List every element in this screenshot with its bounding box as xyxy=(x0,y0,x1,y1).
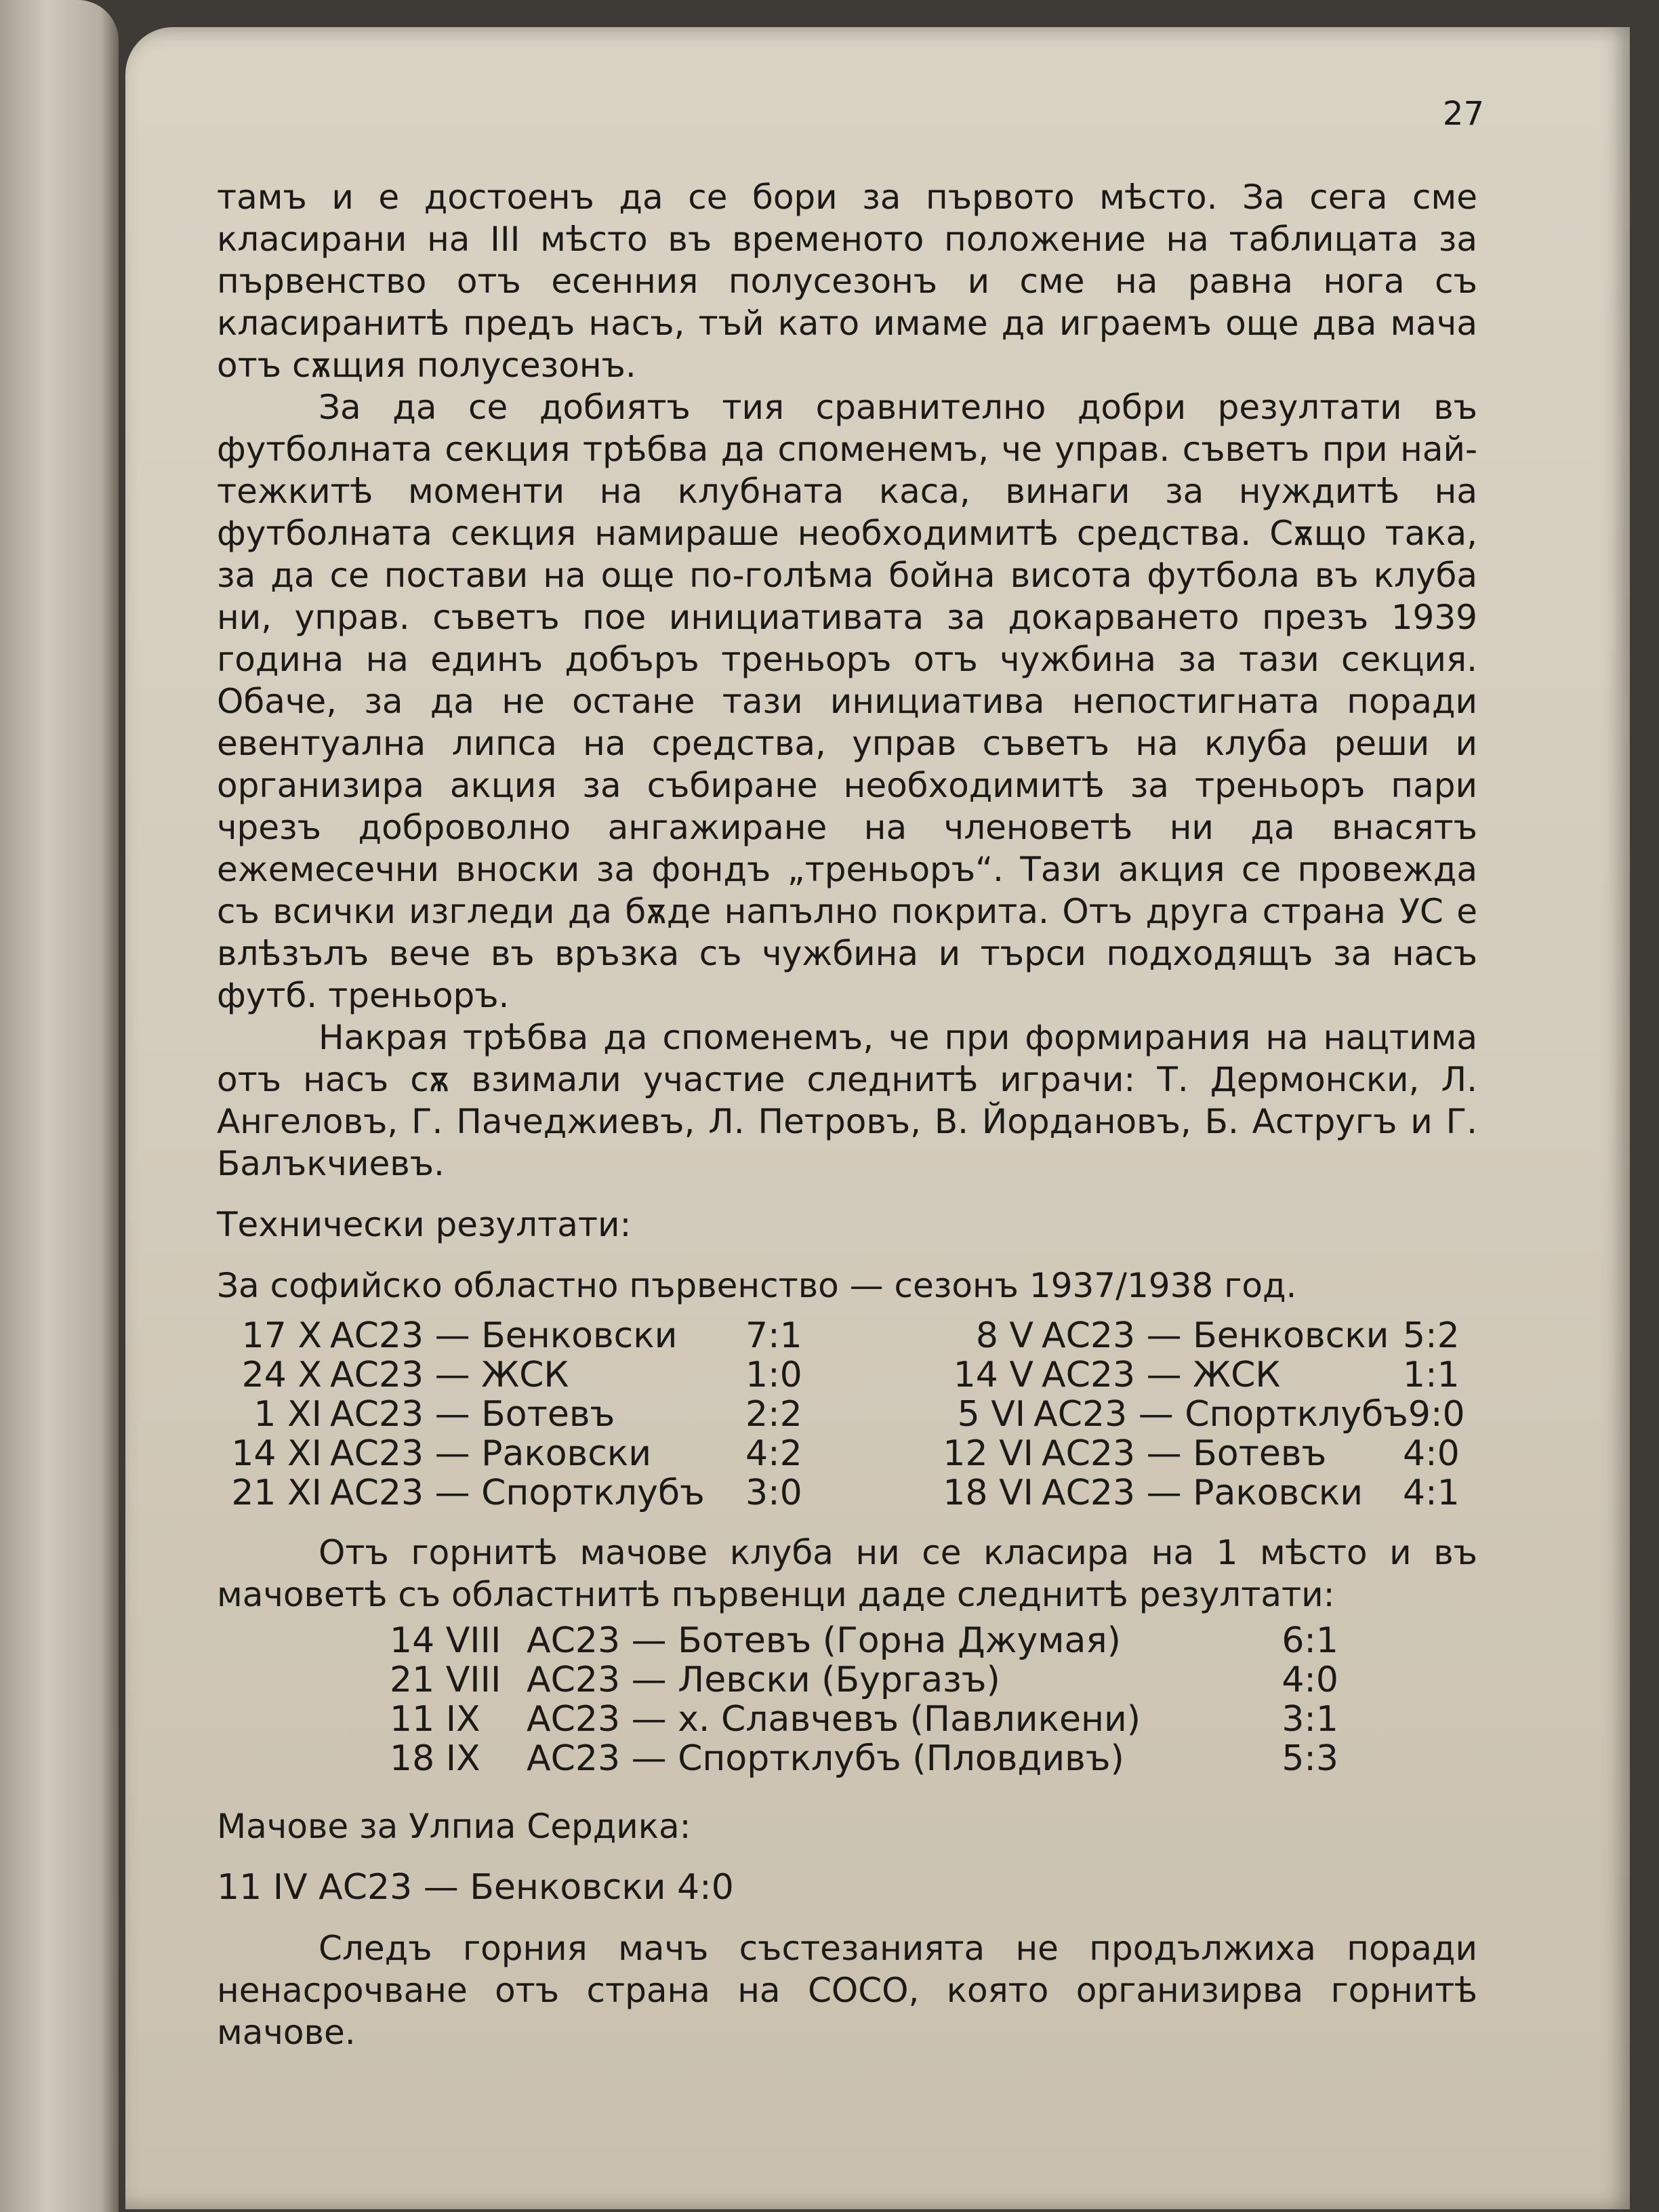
match-teams: АС23 — Спортклубъ (Пловдивъ) xyxy=(527,1738,1124,1779)
match-date: 18 VI xyxy=(943,1473,1033,1513)
match-teams: АС23 — Ботевъ xyxy=(1042,1433,1327,1474)
page-body xyxy=(217,176,1477,2053)
match-date: 1 XI xyxy=(253,1394,322,1435)
match-date: 24 X xyxy=(241,1355,322,1395)
result-row xyxy=(217,1395,827,1434)
facing-page-edge xyxy=(0,0,119,2212)
season-line: За софийско областно първенство — сезонъ 1937/1938 год. xyxy=(217,1266,1297,1305)
result-row xyxy=(922,1473,1477,1513)
heading-ulpia: Мачове за Улпиа Сердика: xyxy=(217,1807,691,1846)
match-score: 4:0 xyxy=(1403,1433,1460,1474)
match-score: 7:1 xyxy=(745,1315,802,1356)
match-date: 14 XI xyxy=(231,1433,322,1474)
book-page xyxy=(125,27,1630,2209)
paragraph-3: Накрая трѣбва да споменемъ, че при формирания на нацтима отъ насъ сѫ взимали участие следнитѣ играчи: Т. Дермонски, Л. Ангеловъ, Г. Пачеджиевъ, Л. Петровъ, В. Йордановъ, Б. Астругъ и Г. Балъкчиевъ. xyxy=(217,1018,1477,1183)
result-row xyxy=(217,1434,827,1473)
match-score: 9:0 xyxy=(1408,1394,1465,1435)
match-score: 3:1 xyxy=(1282,1699,1338,1740)
result-row xyxy=(922,1316,1477,1355)
match-teams: АС23 — Ботевъ (Горна Джумая) xyxy=(527,1620,1121,1661)
match-score: 1:0 xyxy=(745,1355,802,1395)
match-date: 14 V xyxy=(953,1355,1033,1395)
result-row xyxy=(217,1473,827,1513)
match-date: 11 IX xyxy=(390,1699,480,1740)
match-teams: АС23 — Раковски xyxy=(1042,1473,1363,1513)
match-date: 21 VIII xyxy=(390,1660,501,1700)
match-teams: АС23 — ЖСК xyxy=(1042,1355,1281,1395)
paragraph-regional: Отъ горнитѣ мачове клуба ни се класира на 1 мѣсто и въ мачоветѣ съ областнитѣ първенци даде следнитѣ резултати: xyxy=(217,1533,1477,1614)
match-date: 8 V xyxy=(975,1315,1033,1356)
page-number: 27 xyxy=(1442,95,1484,133)
match-teams: АС23 — Спортклубъ xyxy=(1033,1394,1408,1435)
match-score: 5:3 xyxy=(1282,1738,1338,1779)
result-row xyxy=(390,1660,1338,1700)
results-column-right xyxy=(922,1316,1477,1513)
match-date: 17 X xyxy=(241,1315,322,1356)
match-score: 4:0 xyxy=(1282,1660,1338,1700)
match-teams: АС23 — Ботевъ xyxy=(330,1394,615,1435)
match-score: 2:2 xyxy=(745,1394,802,1435)
match-teams: АС23 — Бенковски xyxy=(1042,1315,1389,1356)
match-teams: АС23 — Бенковски xyxy=(330,1315,678,1356)
match-teams: АС23 — Спортклубъ xyxy=(330,1473,705,1513)
paragraph-1: тамъ и е достоенъ да се бори за първото мѣсто. За сега сме класирани на III мѣсто въ временото положение на таблицата за първенство отъ есенния полусезонъ и сме на равна нога съ класиранитѣ предъ насъ, тъй като имаме да играемъ още два мача отъ сѫщия полусезонъ. xyxy=(217,178,1477,385)
match-score: 1:1 xyxy=(1403,1355,1460,1395)
match-teams: АС23 — Левски (Бургазъ) xyxy=(527,1660,1000,1700)
result-row xyxy=(390,1739,1338,1778)
match-score: 3:0 xyxy=(745,1473,802,1513)
paragraph-2: За да се добиятъ тия сравнително добри резултати въ футболната секция трѣбва да споменемъ, че управ. съветъ при най-тежкитѣ моменти на клубната каса, винаги за нуждитѣ на футболната секция намираше необходимитѣ средства. Сѫщо така, за да се постави на още по-голѣма бойна висота футбола въ клуба ни, управ. съветъ пое инициативата за докарването презъ 1939 година на единъ добъръ треньоръ отъ чужбина за тази секция. Обаче, за да не остане тази инициатива непостигната поради евентуална липса на средства, управ съветъ на клуба реши и организира акция за събиране необходимитѣ за треньоръ пари чрезъ доброволно ангажиране на членоветѣ ни да внасятъ ежемесечни вноски за фондъ „треньоръ“. Тази акция се провежда съ всички изгледи да бѫде напълно покрита. Отъ друга страна УС е влѣзълъ вече въ връзка съ чужбина и търси подходящъ за насъ футб. треньоръ. xyxy=(217,388,1477,1015)
ulpia-result: 11 IV АС23 — Бенковски 4:0 xyxy=(217,1867,734,1908)
league-results xyxy=(217,1316,1477,1513)
match-score: 4:2 xyxy=(745,1433,802,1474)
match-date: 18 IX xyxy=(390,1738,480,1779)
result-row xyxy=(922,1434,1477,1473)
result-row xyxy=(217,1355,827,1395)
paragraph-final: Следъ горния мачъ състезанията не продължиха поради ненасрочване отъ страна на СОСО, която организирва горнитѣ мачове. xyxy=(217,1929,1477,2052)
match-score: 4:1 xyxy=(1403,1473,1460,1513)
match-date: 5 VI xyxy=(957,1394,1026,1435)
result-row xyxy=(217,1316,827,1355)
match-teams: АС23 — х. Славчевъ (Павликени) xyxy=(527,1699,1141,1740)
match-teams: АС23 — Раковски xyxy=(330,1433,651,1474)
heading-technical-results: Технически резултати: xyxy=(217,1205,632,1244)
result-row xyxy=(390,1700,1338,1739)
result-row xyxy=(922,1355,1477,1395)
result-row xyxy=(390,1621,1338,1660)
match-score: 5:2 xyxy=(1403,1315,1460,1356)
match-date: 21 XI xyxy=(231,1473,322,1513)
match-teams: АС23 — ЖСК xyxy=(330,1355,569,1395)
match-score: 6:1 xyxy=(1282,1620,1338,1661)
result-row xyxy=(922,1395,1477,1434)
regional-results xyxy=(390,1621,1338,1778)
match-date: 12 VI xyxy=(943,1433,1033,1474)
results-column-left xyxy=(217,1316,827,1513)
match-date: 14 VIII xyxy=(390,1620,501,1661)
